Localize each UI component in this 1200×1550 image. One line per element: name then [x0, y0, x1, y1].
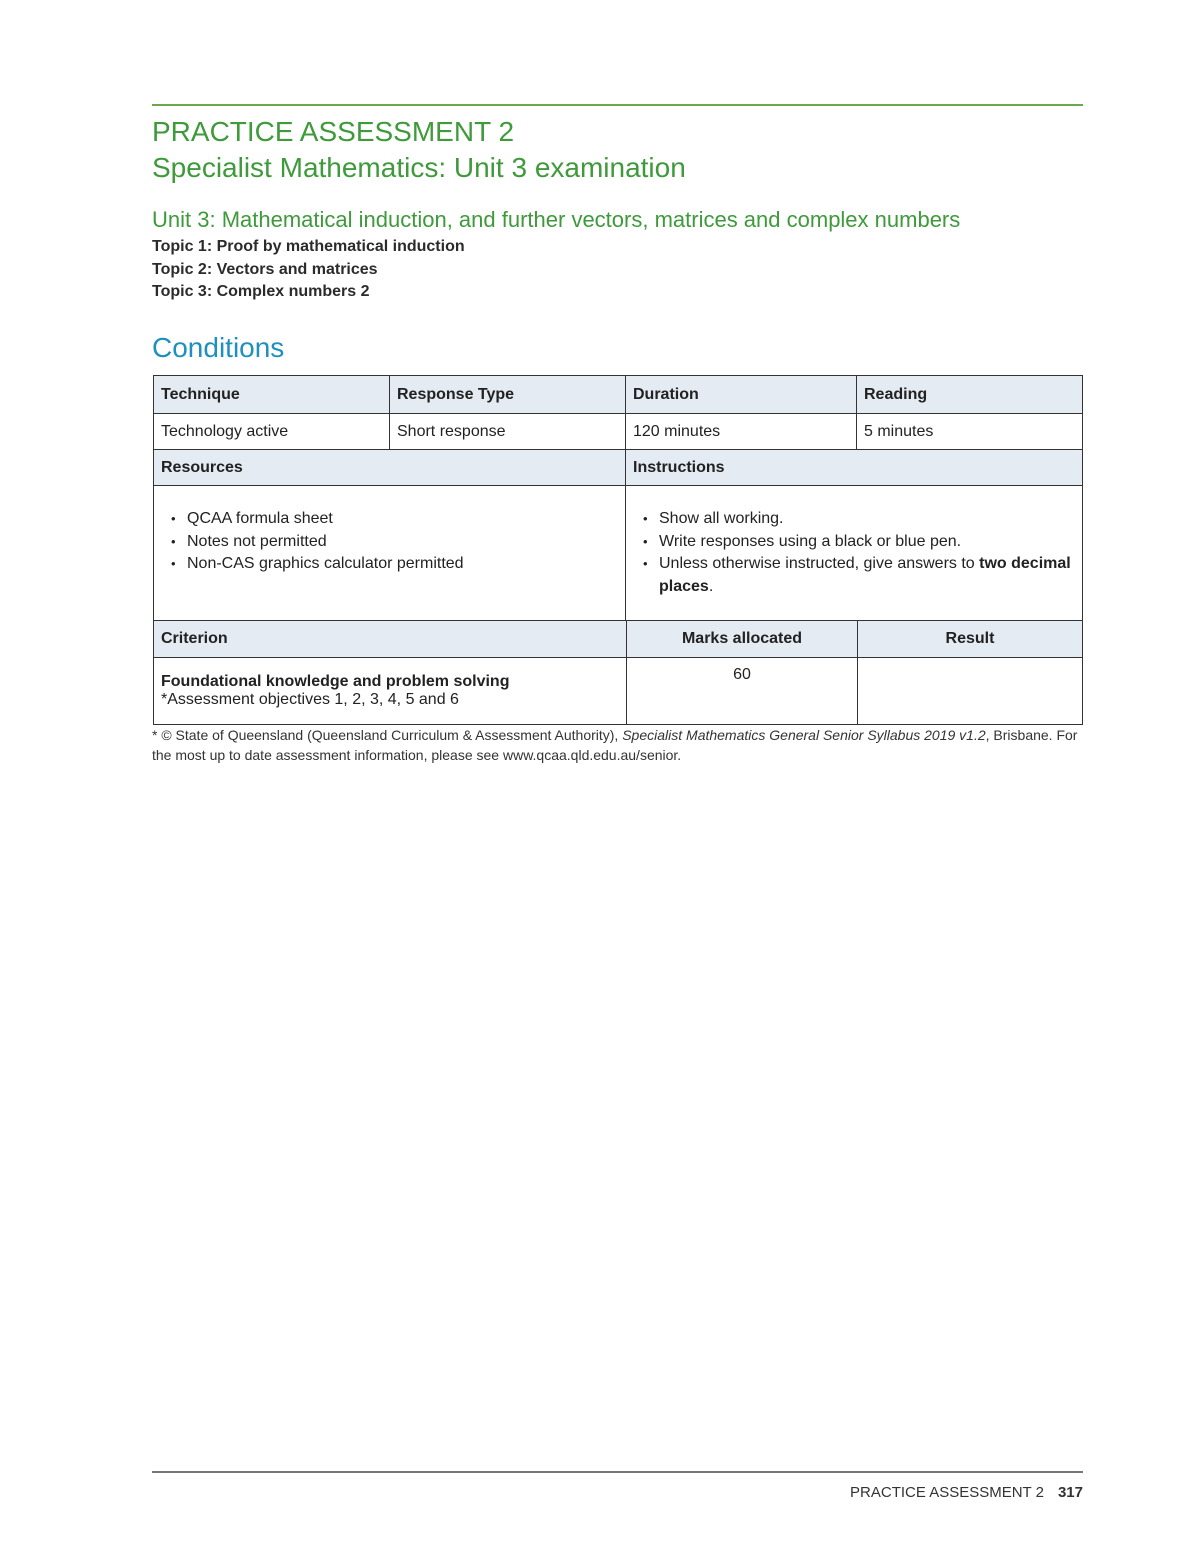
topic-item: Topic 2: Vectors and matrices [152, 260, 378, 278]
header-response-type: Response Type [390, 376, 626, 414]
header-instructions: Instructions [626, 450, 1083, 486]
marks-allocated-value: 60 [627, 658, 858, 725]
instruction-text: Unless otherwise instructed, give answers to [659, 555, 980, 572]
page-title: Specialist Mathematics: Unit 3 examination [152, 152, 686, 183]
footnote-citation: Specialist Mathematics General Senior Syllabus 2019 v1.2 [622, 727, 986, 743]
resources-cell [154, 486, 626, 641]
page-number: 317 [1057, 1484, 1083, 1501]
criterion-title: Foundational knowledge and problem solving [161, 673, 510, 690]
resources-list [161, 508, 618, 576]
criteria-table [153, 620, 1083, 725]
conditions-heading: Conditions [152, 332, 285, 363]
criterion-note: *Assessment objectives 1, 2, 3, 4, 5 and 6 [161, 691, 459, 708]
value-reading: 5 minutes [857, 414, 1083, 450]
header-result: Result [858, 621, 1083, 658]
list-item: • Write responses using a black or blue pen. [659, 531, 1075, 554]
header-criterion: Criterion [154, 621, 627, 658]
header-resources: Resources [154, 450, 626, 486]
list-item [659, 553, 1075, 598]
value-technique: Technology active [154, 414, 390, 450]
topic-list [152, 236, 465, 304]
list-item: • Non-CAS graphics calculator permitted [187, 553, 618, 576]
value-duration: 120 minutes [626, 414, 857, 450]
bottom-rule [152, 1471, 1083, 1473]
instruction-text-end: . [708, 577, 714, 595]
list-item: • Notes not permitted [187, 531, 618, 554]
list-item: • QCAA formula sheet [187, 508, 618, 531]
header-reading: Reading [857, 376, 1083, 414]
footnote-text-end: , Brisbane. For the most up to date assessment information, please see www.qcaa.qld.edu.au/senior. [152, 727, 1078, 763]
footnote-text: * © State of Queensland (Queensland Curriculum & Assessment Authority), [152, 727, 623, 743]
unit-heading: Unit 3: Mathematical induction, and further vectors, matrices and complex numbers [152, 207, 961, 232]
result-value [858, 658, 1083, 725]
top-rule [152, 104, 1083, 106]
header-duration: Duration [626, 376, 857, 414]
criterion-cell [154, 658, 627, 725]
topic-item: Topic 1: Proof by mathematical induction [152, 238, 465, 255]
footnote [152, 725, 1082, 765]
conditions-table [153, 375, 1083, 641]
list-item: • Show all working. [659, 508, 1075, 531]
value-response-type: Short response [390, 414, 626, 450]
assessment-kicker: PRACTICE ASSESSMENT 2 [152, 116, 515, 147]
page-footer [850, 1484, 1083, 1501]
topic-item: Topic 3: Complex numbers 2 [152, 283, 370, 300]
header-technique: Technique [154, 376, 390, 414]
instructions-list [633, 508, 1075, 598]
instructions-cell [626, 486, 1083, 641]
instruction-emphasis: two decimal places [659, 555, 1071, 595]
footer-label: PRACTICE ASSESSMENT 2 [850, 1484, 1044, 1501]
header-marks-allocated: Marks allocated [627, 621, 858, 658]
